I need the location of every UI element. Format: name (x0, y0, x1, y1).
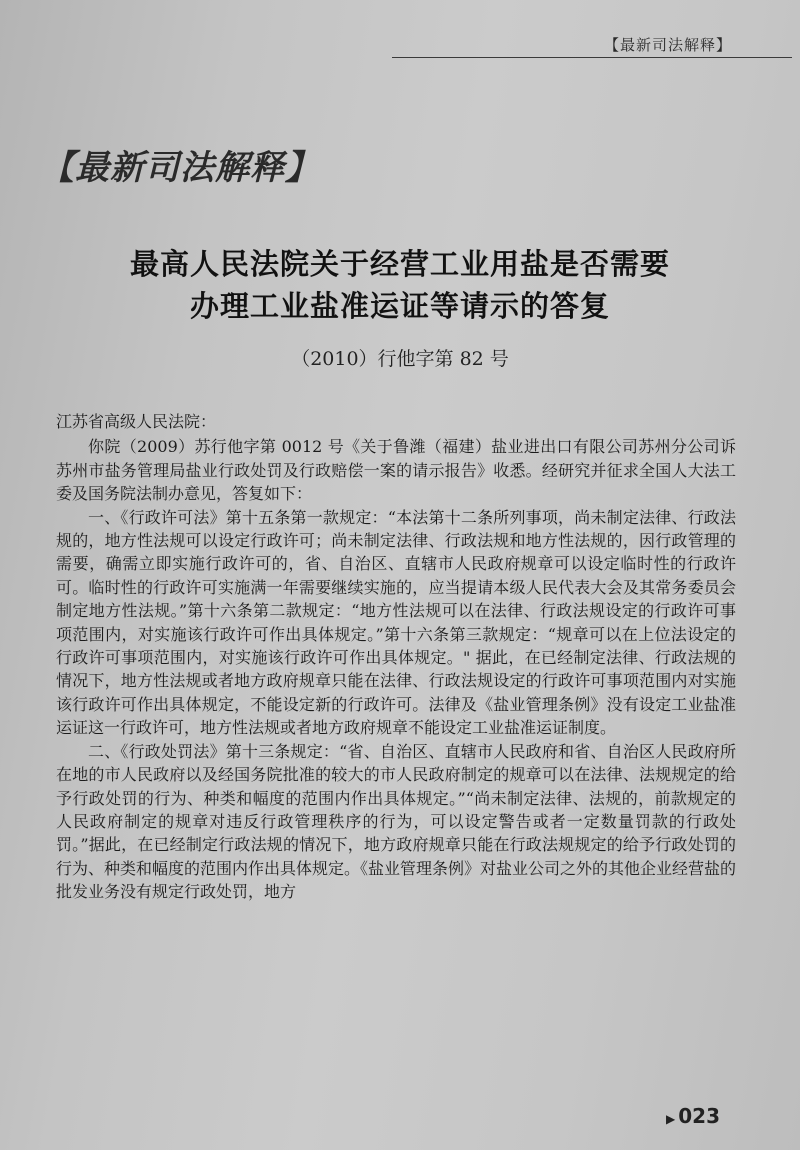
document-title-line-2: 办理工业盐准运证等请示的答复 (189, 289, 610, 323)
document-number: （2010）行他字第 82 号 (291, 348, 509, 370)
running-header-tag: 【最新司法解释】 (604, 36, 733, 54)
paragraph-point-2: 二、《行政处罚法》第十三条规定：“省、自治区、直辖市人民政府和省、自治区人民政府所在地的市人民政府以及经国务院批准的较大的市人民政府制定的规章可以在法律、法规规定的给予行政处罚的行为、种类和幅度的范围内作出具体规定。”“尚未制定法律、法规的，前款规定的人民政府制定的规章对违反行政管理秩序的行为，可以设定警告或者一定数量罚款的行政处罚。”据此，在已经制定行政法规的情况下，地方政府规章只能在行政法规规定的给予行政处罚的行为、种类和幅度的范围内作出具体规定。《盐业管理条例》对盐业公司之外的其他企业经营盐的批发业务没有规定行政处罚，地方 (56, 741, 737, 902)
page-number (666, 1104, 720, 1128)
triangle-right-icon: ▶ (666, 1112, 676, 1126)
addressee: 江苏省高级人民法院： (56, 412, 217, 431)
page-number-value: 023 (678, 1104, 720, 1128)
paragraph-intro: 你院（2009）苏行他字第 0012 号《关于鲁潍（福建）盐业进出口有限公司苏州分公司诉苏州市盐务管理局盐业行政处罚及行政赔偿一案的请示报告》收悉。经研究并征求全国人大法工委及国务院法制办意见，答复如下： (56, 437, 736, 504)
document-body (56, 410, 736, 904)
header-rule (392, 57, 792, 58)
section-heading: 【最新司法解释】 (40, 148, 320, 188)
paragraph-point-1: 一、《行政许可法》第十五条第一款规定：“本法第十二条所列事项，尚未制定法律、行政法规的，地方性法规可以设定行政许可；尚未制定法律、行政法规和地方性法规的，因行政管理的需要，确需立即实施行政许可的，省、自治区、直辖市人民政府规章可以设定临时性的行政许可。临时性的行政许可实施满一年需要继续实施的，应当提请本级人民代表大会及其常务委员会制定地方性法规。”第十六条第二款规定：“地方性法规可以在法律、行政法规设定的行政许可事项范围内，对实施该行政许可作出具体规定。”第十六条第三款规定：“规章可以在上位法设定的行政许可事项范围内，对实施该行政许可作出具体规定。" 据此，在已经制定法律、行政法规的情况下，地方性法规或者地方政府规章只能在法律、行政法规设定的行政许可事项范围内对实施该行政许可作出具体规定，不能设定新的行政许可。法律及《盐业管理条例》没有设定工业盐准运证这一行政许可，地方性法规或者地方政府规章不能设定工业盐准运证制度。 (56, 507, 736, 738)
document-title-line-1: 最高人民法院关于经营工业用盐是否需要 (129, 247, 670, 281)
